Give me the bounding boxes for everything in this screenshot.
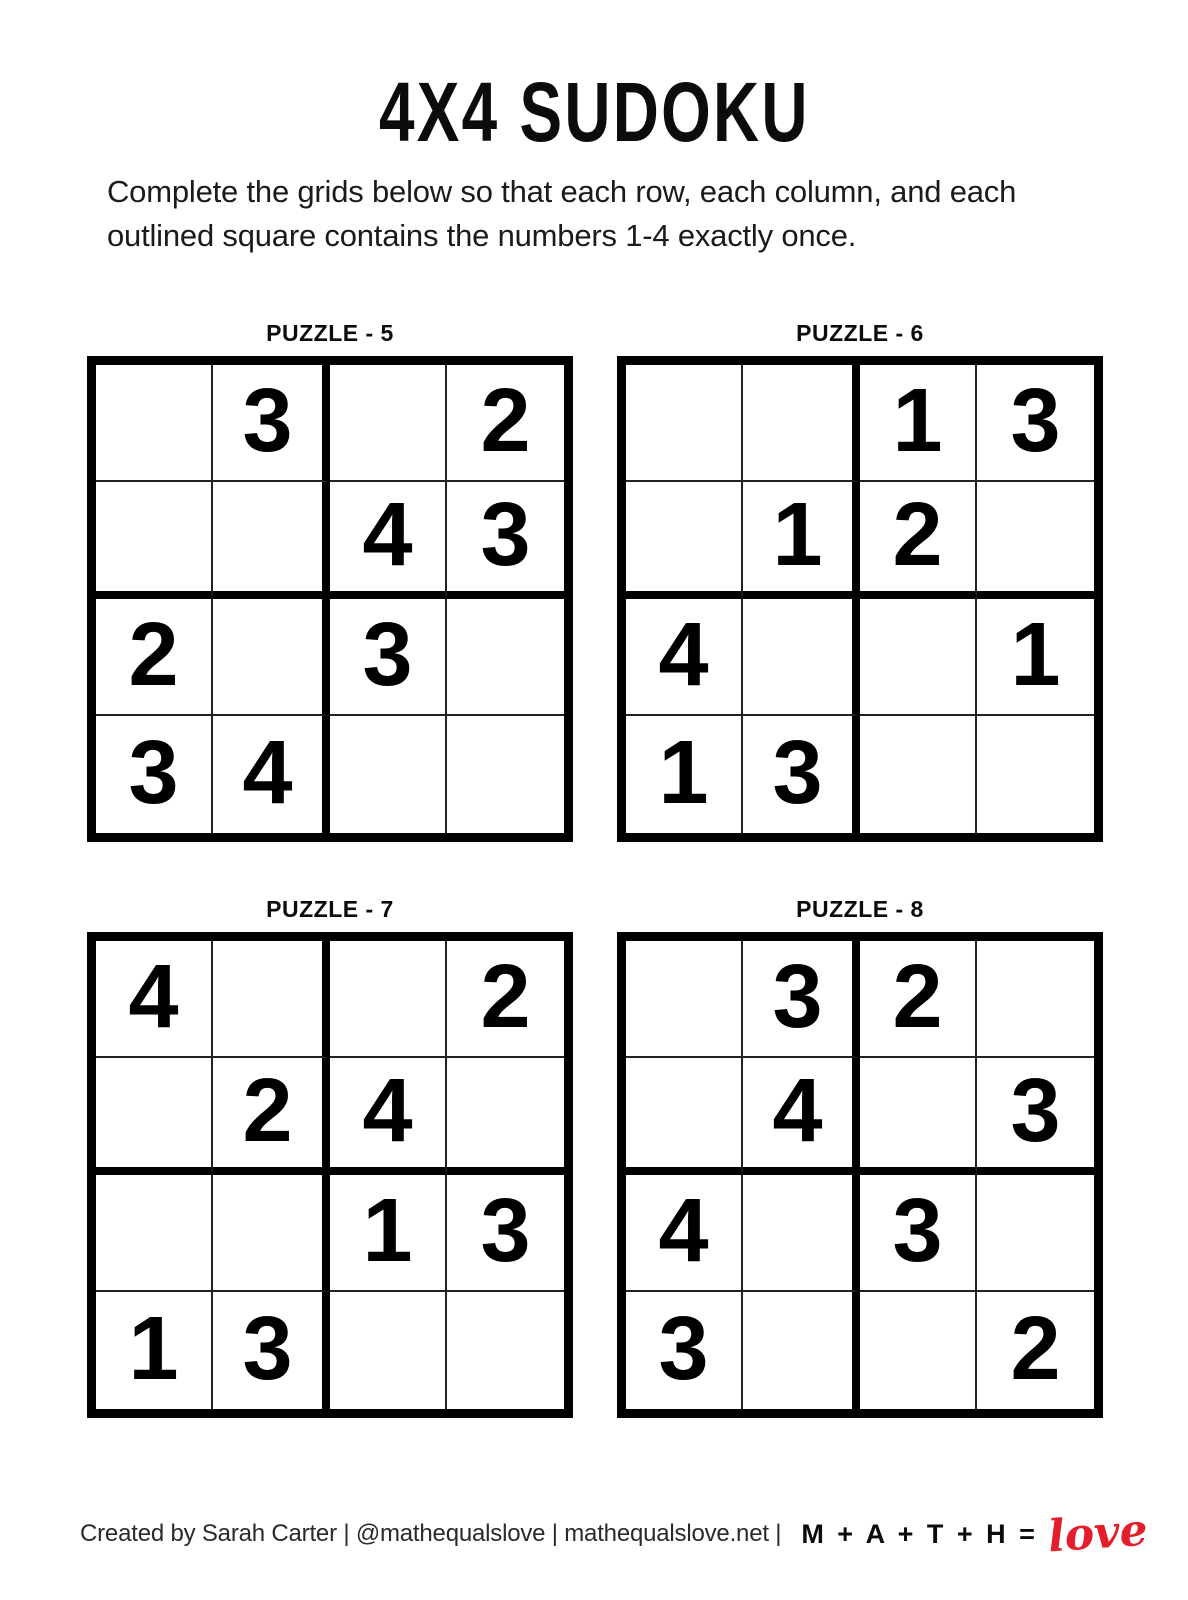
- sudoku-cell: [860, 1058, 977, 1175]
- sudoku-cell: [743, 1175, 860, 1292]
- sudoku-cell: [447, 1292, 564, 1409]
- sudoku-cell: 2: [1010, 1298, 1061, 1399]
- sudoku-cell: [743, 365, 860, 482]
- sudoku-grid: [617, 356, 1103, 842]
- sudoku-cell: [447, 1058, 564, 1175]
- sudoku-cell: [977, 1175, 1094, 1292]
- puzzles-section: [87, 320, 1188, 1418]
- sudoku-cell: [977, 941, 1094, 1058]
- sudoku-cell: 3: [860, 1175, 977, 1292]
- sudoku-cell: [96, 1058, 213, 1175]
- sudoku-cell: [977, 716, 1094, 833]
- puzzle-block-6: [617, 320, 1103, 842]
- instructions-text: Complete the grids below so that each row, each column, and each outlined square contains the numbers 1-4 exactly once.: [107, 174, 1017, 254]
- sudoku-cell: 4: [96, 941, 213, 1058]
- sudoku-cell: [743, 1292, 860, 1409]
- page-footer: [80, 1504, 1158, 1563]
- sudoku-cell: 1: [96, 1292, 213, 1409]
- sudoku-cell: [213, 941, 330, 1058]
- sudoku-cell: [447, 716, 564, 833]
- puzzle-block-5: [87, 320, 573, 842]
- sudoku-cell: 3: [447, 1175, 564, 1292]
- sudoku-cell: [213, 1175, 330, 1292]
- sudoku-cell: 4: [626, 599, 743, 716]
- sudoku-cell: [626, 941, 743, 1058]
- sudoku-cell: [860, 716, 977, 833]
- puzzle-block-8: [617, 896, 1103, 1418]
- brand-math-text: M + A + T + H =: [801, 1518, 1038, 1549]
- sudoku-grid: [87, 932, 573, 1418]
- sudoku-cell: [213, 599, 330, 716]
- page-title: 4X4 SUDOKU: [378, 65, 810, 159]
- sudoku-cell: 3: [977, 1058, 1094, 1175]
- sudoku-cell: [447, 599, 564, 716]
- sudoku-cell: 3: [213, 1292, 330, 1409]
- sudoku-cell: [626, 482, 743, 599]
- sudoku-cell: [96, 1175, 213, 1292]
- sudoku-cell: [860, 599, 977, 716]
- sudoku-grid: [87, 356, 573, 842]
- sudoku-cell: 4: [213, 716, 330, 833]
- sudoku-cell: [743, 599, 860, 716]
- sudoku-cell: 1: [977, 599, 1094, 716]
- puzzle-label: PUZZLE - 5: [266, 320, 394, 347]
- sudoku-cell: 4: [330, 1058, 447, 1175]
- sudoku-cell: [330, 716, 447, 833]
- sudoku-cell: 2: [447, 365, 564, 482]
- sudoku-cell: [860, 1292, 977, 1409]
- footer-credit: Created by Sarah Carter | @mathequalslove | mathequalslove.net |: [80, 1520, 782, 1547]
- sudoku-cell: 1: [330, 1175, 447, 1292]
- sudoku-cell: 2: [860, 482, 977, 599]
- sudoku-cell: [330, 1292, 447, 1409]
- sudoku-cell: 3: [743, 941, 860, 1058]
- sudoku-cell: [626, 365, 743, 482]
- puzzle-label: PUZZLE - 6: [796, 320, 924, 347]
- sudoku-cell: 4: [330, 482, 447, 599]
- brand-love-script: love: [1046, 1504, 1150, 1563]
- sudoku-cell: 2: [96, 599, 213, 716]
- sudoku-cell: 2: [447, 941, 564, 1058]
- sudoku-cell: 1: [860, 365, 977, 482]
- puzzle-block-7: [87, 896, 573, 1418]
- sudoku-cell: 2: [213, 1058, 330, 1175]
- sudoku-grid: [617, 932, 1103, 1418]
- sudoku-cell: [213, 482, 330, 599]
- sudoku-cell: [330, 365, 447, 482]
- sudoku-cell: 4: [626, 1175, 743, 1292]
- sudoku-cell: [977, 482, 1094, 599]
- sudoku-cell: [96, 365, 213, 482]
- sudoku-cell: 3: [977, 365, 1094, 482]
- sudoku-cell: 4: [743, 1058, 860, 1175]
- sudoku-cell: 2: [860, 941, 977, 1058]
- puzzle-label: PUZZLE - 8: [796, 896, 924, 923]
- puzzle-row-bottom: [87, 896, 1188, 1418]
- sudoku-cell: [330, 941, 447, 1058]
- sudoku-cell: [626, 1058, 743, 1175]
- sudoku-cell: 3: [626, 1292, 743, 1409]
- sudoku-cell: 1: [626, 716, 743, 833]
- page-header: [0, 64, 1188, 159]
- sudoku-cell: [96, 482, 213, 599]
- sudoku-cell: 3: [447, 482, 564, 599]
- sudoku-cell: 3: [213, 365, 330, 482]
- puzzle-row-top: [87, 320, 1188, 842]
- sudoku-cell: 1: [743, 482, 860, 599]
- puzzle-label: PUZZLE - 7: [266, 896, 394, 923]
- sudoku-cell: 3: [330, 599, 447, 716]
- sudoku-cell: 3: [743, 716, 860, 833]
- sudoku-cell: 3: [96, 716, 213, 833]
